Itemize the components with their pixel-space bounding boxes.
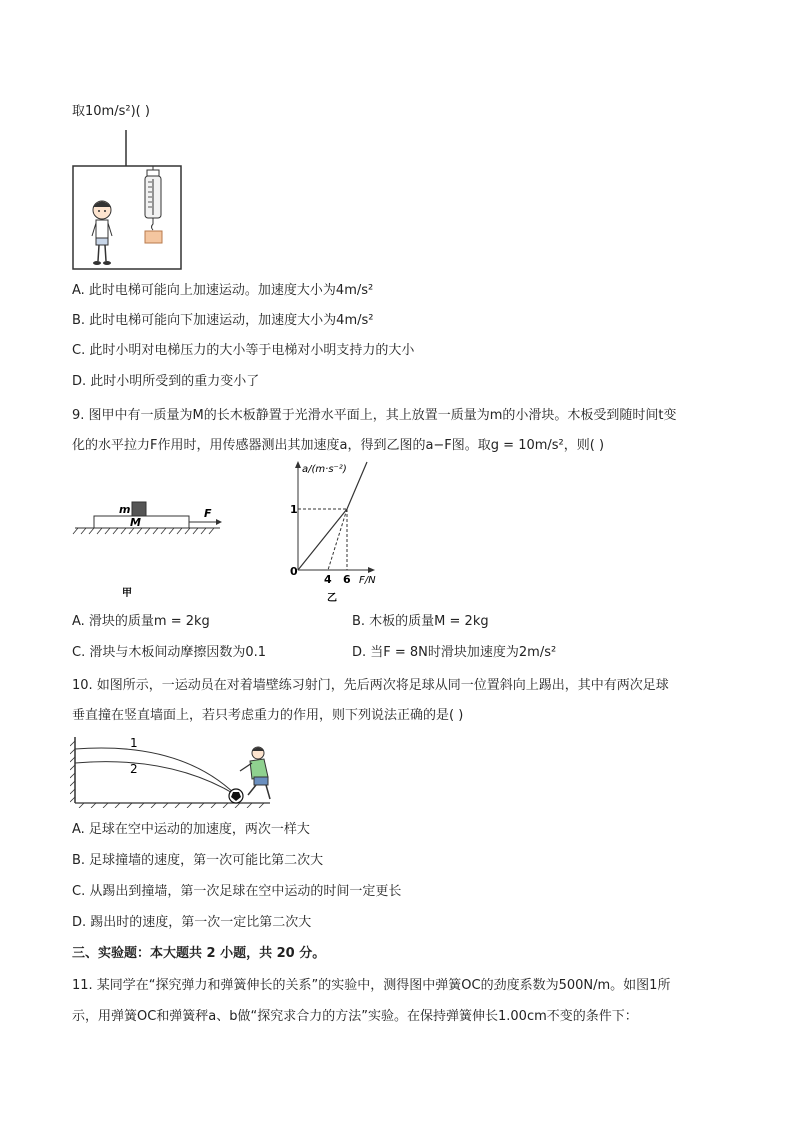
fig-jia-caption: 甲 (122, 588, 132, 599)
q10-option-d: D. 踢出时的速度，第一次一定比第二次大 (72, 915, 312, 930)
trajectory-1-label: 1 (130, 736, 138, 750)
graph-line-segment2 (347, 462, 367, 509)
q8-option-d: D. 此时小明所受到的重力变小了 (72, 374, 260, 389)
q10-option-c: C. 从踢出到撞墙，第一次足球在空中运动的时间一定更长 (72, 884, 402, 899)
q9-option-a: A. 滑块的质量m = 2kg (72, 614, 210, 629)
graph-x-tick-4: 4 (324, 573, 332, 586)
q8-option-c: C. 此时小明对电梯压力的大小等于电梯对小明支持力的大小 (72, 343, 415, 358)
figure-yi-graph (285, 458, 395, 603)
q10-stem-line1: 10. 如图所示，一运动员在对着墙壁练习射门，先后两次将足球从同一位置斜向上踢出，其中有两次足球 (72, 678, 669, 693)
graph-y-tick-1: 1 (290, 503, 298, 516)
graph-line-segment1 (298, 509, 347, 570)
trajectory-2 (75, 762, 236, 795)
trajectory-2-label: 2 (130, 762, 138, 776)
force-F-label: F (204, 507, 212, 520)
q9-stem-line1: 9. 图甲中有一质量为M的长木板静置于光滑水平面上，其上放置一质量为m的小滑块。木板受到随时间t变 (72, 408, 677, 423)
q10-stem-line2: 垂直撞在竖直墙面上，若只考虑重力的作用，则下列说法正确的是( ) (72, 708, 464, 723)
elevator-figure (70, 130, 185, 272)
fig-yi-caption: 乙 (327, 593, 337, 603)
section-3-title: 三、实验题：本大题共 2 小题，共 20 分。 (72, 946, 326, 961)
q9-option-d: D. 当F = 8N时滑块加速度为2m/s² (352, 645, 557, 660)
graph-ylabel: a/(m·s⁻²) (302, 464, 347, 475)
soccer-wall-figure (70, 733, 285, 808)
q10-option-a: A. 足球在空中运动的加速度，两次一样大 (72, 822, 310, 837)
q9-option-c: C. 滑块与木板间动摩擦因数为0.1 (72, 645, 267, 660)
graph-origin: 0 (290, 565, 298, 578)
block-m-label: m (119, 503, 131, 516)
graph-xlabel: F/N (359, 575, 376, 586)
q10-option-b: B. 足球撞墙的速度，第一次可能比第二次大 (72, 853, 324, 868)
q11-stem-line1: 11. 某同学在“探究弹力和弹簧伸长的关系”的实验中，测得图中弹簧OC的劲度系数为500N/m。如图1所 (72, 978, 671, 993)
q9-stem-line2: 化的水平拉力F作用时，用传感器测出其加速度a，得到乙图的a−F图。取g = 10m/s²，则( ) (72, 438, 605, 453)
intro-text: 取10m/s²)( ) (72, 104, 150, 119)
q9-option-b: B. 木板的质量M = 2kg (352, 614, 489, 629)
graph-x-tick-6: 6 (343, 573, 351, 586)
q8-option-a: A. 此时电梯可能向上加速运动。加速度大小为4m/s² (72, 283, 374, 298)
figure-jia (70, 495, 230, 605)
q11-stem-line2: 示，用弹簧OC和弹簧秤a、b做“探究求合力的方法”实验。在保持弹簧伸长1.00cm不变的条件下： (72, 1009, 638, 1024)
trajectory-1 (75, 748, 236, 795)
board-M-label: M (130, 516, 141, 529)
q8-option-b: B. 此时电梯可能向下加速运动，加速度大小为4m/s² (72, 313, 374, 328)
